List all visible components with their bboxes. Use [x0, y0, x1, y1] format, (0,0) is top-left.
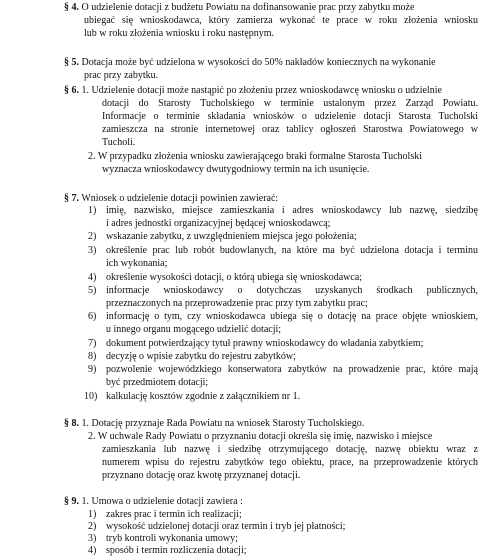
list-item: określenie prac lub robót budowlanych, na które ma być udzielona dotacja i terminu	[106, 245, 478, 256]
s8-line-4: numerem wpisu do rejestru zabytków tego obiektu, prace, na przeprowadzenie których	[102, 457, 478, 468]
s6-line-2: dotacji do Starosty Tucholskiego w terminie ustalonym przez Zarząd Powiatu.	[102, 98, 478, 109]
list-item-number: 2)	[88, 231, 97, 242]
list-item: dokument potwierdzający tytuł prawny wnioskodawcy do władania zabytkiem;	[106, 338, 424, 349]
text: Dotację przyznaje Rada Powiatu na wniosek Starosty Tucholskiego.	[91, 418, 365, 429]
list-item-cont: u innego organu mogącego udzielić dotacji;	[106, 324, 282, 335]
s8-line-3: zamieszkania lub nazwę i siedzibę otrzymującego dotację, nazwę obiektu wraz z	[102, 444, 478, 455]
s5-line-2: prac przy zabytku.	[84, 70, 159, 81]
s8-line-5: przyznano dotację oraz kwotę przyznanej dotacji.	[102, 470, 301, 481]
s9-line-1	[64, 496, 243, 508]
text: W uchwale Rady Powiatu o przyznaniu dotacji określa się imię, nazwisko i miejsce	[97, 431, 433, 442]
list-item-number: 1)	[88, 205, 97, 216]
section-label: § 5.	[64, 57, 79, 68]
section-label: § 8.	[64, 418, 79, 429]
list-item: imię, nazwisko, miejsce zamieszkania i adres wnioskodawcy lub nazwę, siedzibę	[106, 205, 478, 216]
list-item-number: 5)	[88, 285, 97, 296]
list-item-cont: i adres jednostki organizacyjnej będącej wnioskodawcą;	[106, 218, 331, 229]
section-label: § 4.	[64, 2, 79, 13]
list-item: informacje wnioskodawcy o dotychczas uzyskanych środkach publicznych,	[106, 285, 478, 296]
list-item: zakres prac i termin ich realizacji;	[106, 509, 242, 520]
list-item-number: 3)	[88, 245, 97, 256]
list-item-number: 10)	[84, 391, 98, 402]
paragraph-number: 1.	[81, 85, 89, 96]
list-item: informację o tym, czy wnioskodawca ubiega się o dotację na prace objęte wnioskiem,	[106, 311, 478, 322]
list-item-number: 1)	[88, 509, 97, 520]
list-item: sposób i termin rozliczenia dotacji;	[106, 545, 247, 556]
list-item: tryb kontroli wykonania umowy;	[106, 533, 238, 544]
s6-line-4: zamieszcza na stronie internetowej oraz tablicy ogłoszeń Starostwa Powiatowego w	[102, 124, 478, 135]
list-item-number: 6)	[88, 311, 97, 322]
s4-line-2: ubiegać się wnioskodawca, który zamierza wykonać te prace w roku złożenia wniosku	[84, 15, 478, 26]
s6-line-1	[64, 85, 478, 97]
text: W przypadku złożenia wniosku zawierającego braki formalne Starosta Tucholski	[97, 151, 422, 162]
paragraph-number: 1.	[81, 496, 89, 507]
list-item-number: 7)	[88, 338, 97, 349]
list-item-cont: ich wykonania;	[106, 258, 168, 269]
text: O udzielenie dotacji z budżetu Powiatu na dofinansowanie prac przy zabytku może	[81, 2, 415, 13]
s8-line-1	[64, 418, 364, 430]
paragraph-number: 2.	[88, 151, 96, 162]
section-label: § 6.	[64, 85, 79, 96]
s6-line-3: Informacje o terminie składania wniosków o udzielenie dotacji Starosta Tucholski	[102, 111, 478, 122]
list-item: wskazanie zabytku, z uwzględnieniem miejsca jego położenia;	[106, 231, 357, 242]
s6-line-5: Tucholi.	[102, 137, 136, 148]
paragraph-number: 1.	[81, 418, 89, 429]
list-item-number: 4)	[88, 545, 97, 556]
paragraph-number: 2.	[88, 431, 96, 442]
text: Umowa o udzielenie dotacji zawiera :	[91, 496, 243, 507]
list-item: wysokość udzielonej dotacji oraz termin i tryb jej płatności;	[106, 521, 346, 532]
text: Dotacja może być udzielona w wysokości do 50% nakładów koniecznych na wykonanie	[81, 57, 436, 68]
s5-line-1	[64, 57, 478, 69]
list-item-cont: przeznaczonych na przeprowadzenie prac przy tym zabytku prac;	[106, 298, 368, 309]
list-item: pozwolenie wojewódzkiego konserwatora zabytków na prowadzenie prac, które mają	[106, 364, 478, 375]
list-item-number: 3)	[88, 533, 97, 544]
list-item: decyzję o wpisie zabytku do rejestru zabytków;	[106, 351, 296, 362]
section-label: § 9.	[64, 496, 79, 507]
s4-line-1	[64, 2, 478, 14]
s7-intro	[64, 193, 278, 205]
s4-line-3: lub w roku złożenia wniosku i roku następnym.	[84, 28, 274, 39]
list-item-cont: być przedmiotem dotacji;	[106, 377, 209, 388]
list-item-number: 4)	[88, 272, 97, 283]
section-label: § 7.	[64, 193, 79, 204]
s6-line-7: wyznacza wnioskodawcy dwutygodniowy termin na ich usunięcie.	[102, 164, 370, 175]
s6-line-6	[88, 151, 478, 163]
s8-line-2	[88, 431, 478, 443]
list-item: określenie wysokości dotacji, o którą ubiega się wnioskodawca;	[106, 272, 363, 283]
list-item-number: 8)	[88, 351, 97, 362]
text: Wniosek o udzielenie dotacji powinien zawierać:	[81, 193, 279, 204]
list-item: kalkulację kosztów zgodnie z załącznikiem nr 1.	[106, 391, 301, 402]
list-item-number: 9)	[88, 364, 97, 375]
text: Udzielenie dotacji może nastąpić po złożeniu przez wnioskodawcę wniosku o udzielnie	[91, 85, 442, 96]
list-item-number: 2)	[88, 521, 97, 532]
